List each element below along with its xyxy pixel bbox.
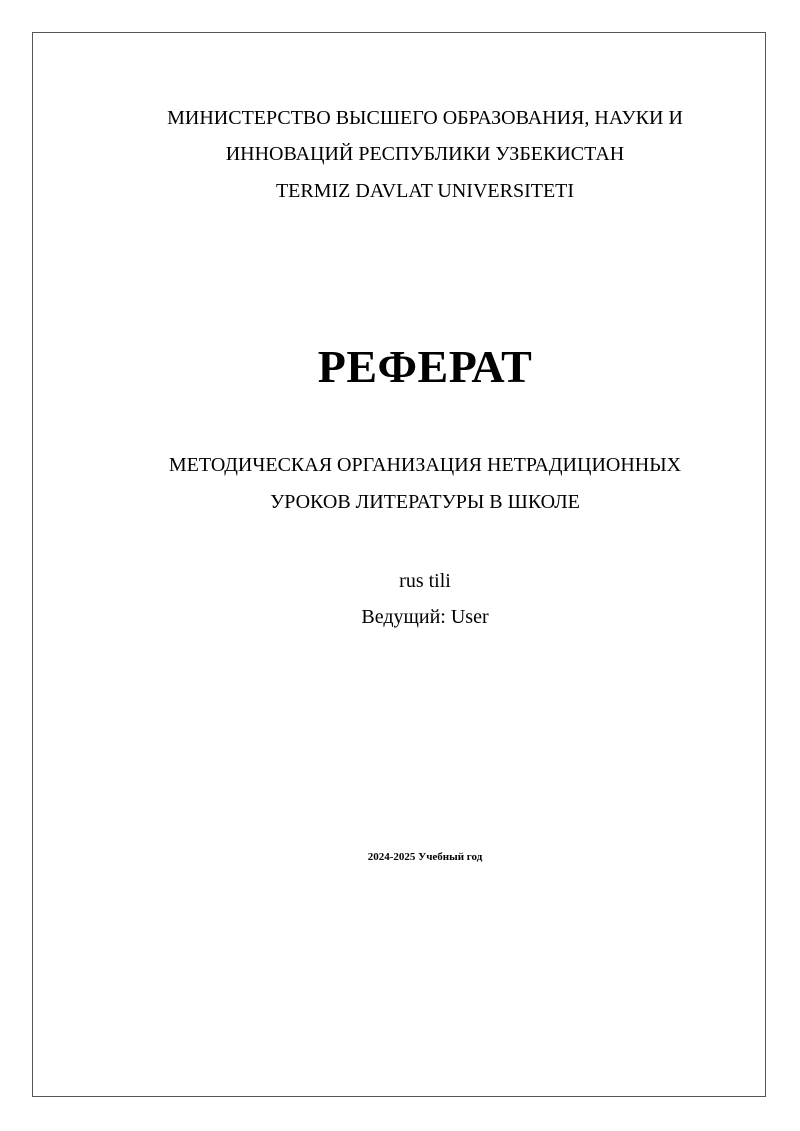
subject-name: rus tili xyxy=(399,570,451,592)
leader-name: Ведущий: User xyxy=(361,606,489,628)
ministry-line-2: ИННОВАЦИЙ РЕСПУБЛИКИ УЗБЕКИСТАН xyxy=(225,143,625,165)
university-name: TERMIZ DAVLAT UNIVERSITETI xyxy=(275,180,575,202)
topic-line-1: МЕТОДИЧЕСКАЯ ОРГАНИЗАЦИЯ НЕТРАДИЦИОННЫХ xyxy=(168,454,682,476)
ministry-line-1: МИНИСТЕРСТВО ВЫСШЕГО ОБРАЗОВАНИЯ, НАУКИ И xyxy=(167,107,683,129)
document-title: РЕФЕРАТ xyxy=(317,341,533,392)
academic-year: 2024-2025 Учебный год xyxy=(367,851,483,863)
topic-line-2: УРОКОВ ЛИТЕРАТУРЫ В ШКОЛЕ xyxy=(270,491,580,513)
